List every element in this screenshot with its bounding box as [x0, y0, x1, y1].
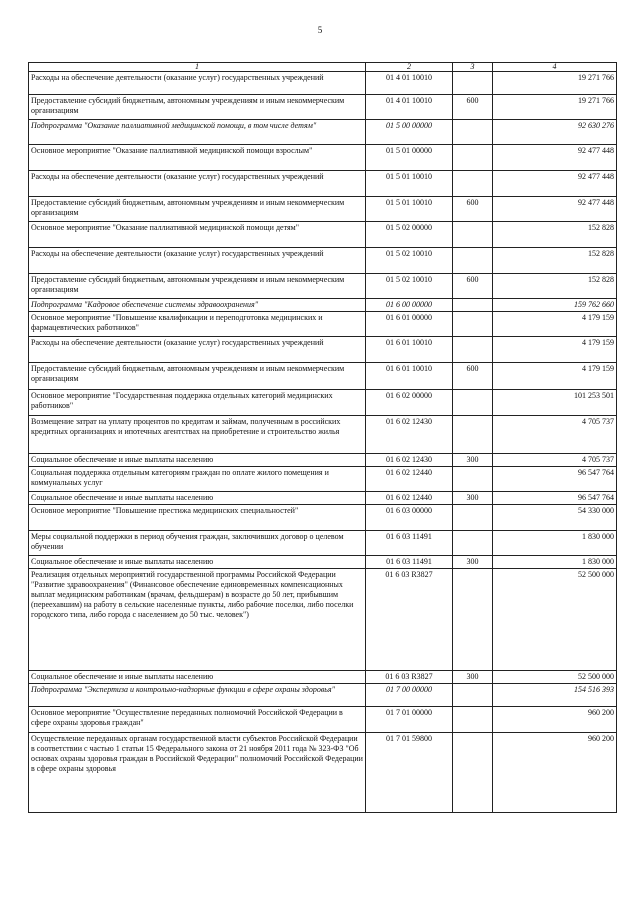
- amount-cell: 4 179 159: [493, 312, 617, 337]
- amount-cell: 19 271 766: [493, 95, 617, 120]
- code-cell: 01 4 01 10010: [366, 95, 453, 120]
- table-row: [29, 171, 617, 197]
- expense-type-cell: 300: [453, 556, 493, 569]
- amount-cell: 54 330 000: [493, 505, 617, 531]
- item-name-cell: Социальная поддержка отдельным категориям граждан по оплате жилого помещения и коммунальных услуг: [29, 467, 366, 492]
- code-cell: 01 6 02 12430: [366, 416, 453, 454]
- expense-type-cell: [453, 337, 493, 363]
- item-name-cell: Реализация отдельных мероприятий государственной программы Российской Федерации "Развитие здравоохранения" (Финансовое обеспечение единовременных компенсационных выплат медицинским работникам (врачам, фельдшерам) в возрасте до 50 лет, прибывшим (переехавшим) на работу в сельские населенные пункты, либо рабочие поселки, либо поселки городского типа, либо города с населением до 50 тыс. человек"): [29, 569, 366, 671]
- column-header-3: 3: [453, 63, 493, 72]
- code-cell: 01 5 01 10010: [366, 197, 453, 222]
- table-row: [29, 454, 617, 467]
- expense-type-cell: [453, 72, 493, 95]
- expense-type-cell: 600: [453, 363, 493, 390]
- item-name-cell: Осуществление переданных органам государственной власти субъектов Российской Федерации в соответствии с частью 1 статьи 15 Федерального закона от 21 ноября 2011 года № 323-ФЗ "Об основах охраны здоровья граждан в Российской Федерации" полномочий Российской Федерации в сфере охраны здоровья: [29, 733, 366, 813]
- code-cell: 01 6 03 R3827: [366, 671, 453, 684]
- code-cell: 01 6 02 00000: [366, 390, 453, 416]
- table-row: [29, 274, 617, 299]
- code-cell: 01 4 01 10010: [366, 72, 453, 95]
- amount-cell: 159 762 660: [493, 299, 617, 312]
- expense-type-cell: 300: [453, 671, 493, 684]
- page-number: 5: [317, 25, 323, 35]
- amount-cell: 92 630 276: [493, 120, 617, 145]
- amount-cell: 4 705 737: [493, 454, 617, 467]
- code-cell: 01 6 02 12440: [366, 467, 453, 492]
- expense-type-cell: [453, 707, 493, 733]
- table-header-row: [29, 63, 617, 72]
- amount-cell: 52 500 000: [493, 671, 617, 684]
- column-header-4: 4: [493, 63, 617, 72]
- amount-cell: 101 253 501: [493, 390, 617, 416]
- expense-type-cell: [453, 222, 493, 248]
- item-name-cell: Основное мероприятие "Повышение престижа медицинских специальностей": [29, 505, 366, 531]
- amount-cell: 92 477 448: [493, 197, 617, 222]
- code-cell: 01 6 02 12430: [366, 454, 453, 467]
- table-row: [29, 222, 617, 248]
- table-row: [29, 492, 617, 505]
- expense-type-cell: [453, 467, 493, 492]
- code-cell: 01 6 02 12440: [366, 492, 453, 505]
- code-cell: 01 6 03 R3827: [366, 569, 453, 671]
- code-cell: 01 6 01 10010: [366, 363, 453, 390]
- expense-type-cell: 300: [453, 492, 493, 505]
- code-cell: 01 5 01 00000: [366, 145, 453, 171]
- expense-type-cell: 600: [453, 95, 493, 120]
- amount-cell: 154 516 393: [493, 684, 617, 707]
- item-name-cell: Социальное обеспечение и иные выплаты населению: [29, 454, 366, 467]
- table-row: [29, 248, 617, 274]
- column-header-1: 1: [29, 63, 366, 72]
- item-name-cell: Основное мероприятие "Оказание паллиативной медицинской помощи взрослым": [29, 145, 366, 171]
- table-row: [29, 197, 617, 222]
- expense-type-cell: [453, 120, 493, 145]
- item-name-cell: Основное мероприятие "Осуществление переданных полномочий Российской Федерации в сфере охраны здоровья граждан": [29, 707, 366, 733]
- code-cell: 01 6 01 10010: [366, 337, 453, 363]
- amount-cell: 92 477 448: [493, 171, 617, 197]
- expense-type-cell: [453, 145, 493, 171]
- table-row: [29, 312, 617, 337]
- item-name-cell: Расходы на обеспечение деятельности (оказание услуг) государственных учреждений: [29, 248, 366, 274]
- amount-cell: 19 271 766: [493, 72, 617, 95]
- item-name-cell: Основное мероприятие "Повышение квалификации и переподготовка медицинских и фармацевтических работников": [29, 312, 366, 337]
- table-row: [29, 684, 617, 707]
- table-row: [29, 467, 617, 492]
- amount-cell: 960 200: [493, 733, 617, 813]
- amount-cell: 960 200: [493, 707, 617, 733]
- code-cell: 01 6 03 11491: [366, 531, 453, 556]
- code-cell: 01 6 01 00000: [366, 312, 453, 337]
- item-name-cell: Предоставление субсидий бюджетным, автономным учреждениям и иным некоммерческим организациям: [29, 197, 366, 222]
- expense-type-cell: [453, 248, 493, 274]
- amount-cell: 96 547 764: [493, 492, 617, 505]
- item-name-cell: Подпрограмма "Кадровое обеспечение системы здравоохранения": [29, 299, 366, 312]
- table-row: [29, 390, 617, 416]
- table-row: [29, 416, 617, 454]
- amount-cell: 4 705 737: [493, 416, 617, 454]
- expense-type-cell: [453, 312, 493, 337]
- table-row: [29, 569, 617, 671]
- code-cell: 01 5 02 10010: [366, 274, 453, 299]
- item-name-cell: Возмещение затрат на уплату процентов по кредитам и займам, полученным в российских кредитных организациях и ипотечных агентствах на приобретение и строительство жилья: [29, 416, 366, 454]
- amount-cell: 96 547 764: [493, 467, 617, 492]
- item-name-cell: Подпрограмма "Оказание паллиативной медицинской помощи, в том числе детям": [29, 120, 366, 145]
- expense-type-cell: [453, 531, 493, 556]
- expense-type-cell: 300: [453, 454, 493, 467]
- table-row: [29, 299, 617, 312]
- table-row: [29, 556, 617, 569]
- table-row: [29, 505, 617, 531]
- expense-type-cell: [453, 684, 493, 707]
- item-name-cell: Социальное обеспечение и иные выплаты населению: [29, 671, 366, 684]
- item-name-cell: Социальное обеспечение и иные выплаты населению: [29, 556, 366, 569]
- table-row: [29, 145, 617, 171]
- amount-cell: 92 477 448: [493, 145, 617, 171]
- code-cell: 01 7 01 59800: [366, 733, 453, 813]
- amount-cell: 152 828: [493, 222, 617, 248]
- expense-type-cell: [453, 569, 493, 671]
- table-row: [29, 95, 617, 120]
- item-name-cell: Предоставление субсидий бюджетным, автономным учреждениям и иным некоммерческим организациям: [29, 274, 366, 299]
- table-body: [29, 72, 617, 813]
- code-cell: 01 5 02 00000: [366, 222, 453, 248]
- item-name-cell: Основное мероприятие "Государственная поддержка отдельных категорий медицинских работников": [29, 390, 366, 416]
- expense-type-cell: [453, 733, 493, 813]
- amount-cell: 4 179 159: [493, 363, 617, 390]
- expense-type-cell: [453, 505, 493, 531]
- item-name-cell: Основное мероприятие "Оказание паллиативной медицинской помощи детям": [29, 222, 366, 248]
- code-cell: 01 6 03 11491: [366, 556, 453, 569]
- table-row: [29, 120, 617, 145]
- amount-cell: 152 828: [493, 248, 617, 274]
- code-cell: 01 7 01 00000: [366, 707, 453, 733]
- amount-cell: 1 830 000: [493, 556, 617, 569]
- item-name-cell: Расходы на обеспечение деятельности (оказание услуг) государственных учреждений: [29, 337, 366, 363]
- amount-cell: 4 179 159: [493, 337, 617, 363]
- item-name-cell: Подпрограмма "Экспертиза и контрольно-надзорные функции в сфере охраны здоровья": [29, 684, 366, 707]
- amount-cell: 1 830 000: [493, 531, 617, 556]
- expense-type-cell: 600: [453, 274, 493, 299]
- table-row: [29, 337, 617, 363]
- budget-table: [28, 62, 617, 813]
- code-cell: 01 7 00 00000: [366, 684, 453, 707]
- expense-type-cell: [453, 299, 493, 312]
- table-row: [29, 363, 617, 390]
- table-row: [29, 531, 617, 556]
- expense-type-cell: [453, 416, 493, 454]
- table-row: [29, 707, 617, 733]
- amount-cell: 52 500 000: [493, 569, 617, 671]
- expense-type-cell: [453, 390, 493, 416]
- table-row: [29, 671, 617, 684]
- item-name-cell: Расходы на обеспечение деятельности (оказание услуг) государственных учреждений: [29, 171, 366, 197]
- column-header-2: 2: [366, 63, 453, 72]
- item-name-cell: Предоставление субсидий бюджетным, автономным учреждениям и иным некоммерческим организациям: [29, 363, 366, 390]
- code-cell: 01 5 02 10010: [366, 248, 453, 274]
- item-name-cell: Расходы на обеспечение деятельности (оказание услуг) государственных учреждений: [29, 72, 366, 95]
- code-cell: 01 6 00 00000: [366, 299, 453, 312]
- code-cell: 01 6 03 00000: [366, 505, 453, 531]
- table-row: [29, 72, 617, 95]
- item-name-cell: Меры социальной поддержки в период обучения граждан, заключивших договор о целевом обучении: [29, 531, 366, 556]
- code-cell: 01 5 01 10010: [366, 171, 453, 197]
- item-name-cell: Предоставление субсидий бюджетным, автономным учреждениям и иным некоммерческим организациям: [29, 95, 366, 120]
- amount-cell: 152 828: [493, 274, 617, 299]
- code-cell: 01 5 00 00000: [366, 120, 453, 145]
- item-name-cell: Социальное обеспечение и иные выплаты населению: [29, 492, 366, 505]
- expense-type-cell: 600: [453, 197, 493, 222]
- expense-type-cell: [453, 171, 493, 197]
- table-row: [29, 733, 617, 813]
